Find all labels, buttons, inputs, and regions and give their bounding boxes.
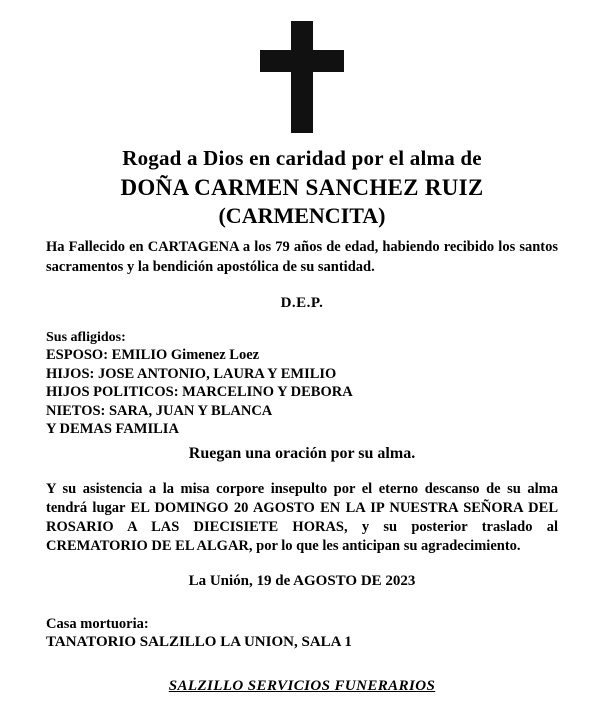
- mortuary-block: [46, 616, 558, 651]
- cross-symbol-container: [46, 0, 558, 140]
- mortuary-label: Casa mortuoria:: [46, 616, 149, 633]
- dep-abbreviation: D.E.P.: [280, 295, 324, 312]
- place-and-date: La Unión, 19 de AGOSTO DE 2023: [188, 573, 416, 590]
- deceased-nickname: (CARMENCITA): [218, 203, 386, 228]
- latin-cross-icon: [260, 21, 344, 133]
- deceased-name: DOÑA CARMEN SANCHEZ RUIZ: [120, 175, 484, 200]
- funeral-home-name: SALZILLO SERVICIOS FUNERARIOS: [168, 678, 436, 695]
- death-statement: Ha Fallecido en CARTAGENA a los 79 años de edad, habiendo recibido los santos sacramentos y la bendición apostólica de su santidad.: [46, 239, 558, 275]
- family-line-children: HIJOS: JOSE ANTONIO, LAURA Y EMILIO: [46, 365, 337, 382]
- family-intro: Sus afligidos:: [46, 330, 126, 346]
- cross-vertical-bar: [291, 21, 313, 133]
- family-line-children-in-law: HIJOS POLITICOS: MARCELINO Y DEBORA: [46, 384, 353, 401]
- funeral-service-details: Y su asistencia a la misa corpore insepulto por el eterno descanso de su alma tendrá lugar EL DOMINGO 20 AGOSTO EN LA IP NUESTRA SEÑORA DEL ROSARIO A LAS DIECISIETE HORAS, y su posterior traslado al CREMATORIO DE EL ALGAR, por lo que les anticipan su agradecimiento.: [46, 480, 558, 555]
- family-line-rest: Y DEMAS FAMILIA: [46, 421, 179, 438]
- family-block: [46, 330, 558, 439]
- pray-request: Ruegan una oración por su alma.: [188, 444, 416, 462]
- mortuary-value: TANATORIO SALZILLO LA UNION, SALA 1: [46, 634, 352, 651]
- family-line-grandchildren: NIETOS: SARA, JUAN Y BLANCA: [46, 402, 273, 419]
- prayer-lead-text: Rogad a Dios en caridad por el alma de: [122, 146, 482, 170]
- cross-horizontal-bar: [260, 50, 344, 72]
- family-line-spouse: ESPOSO: EMILIO Gimenez Loez: [46, 347, 260, 364]
